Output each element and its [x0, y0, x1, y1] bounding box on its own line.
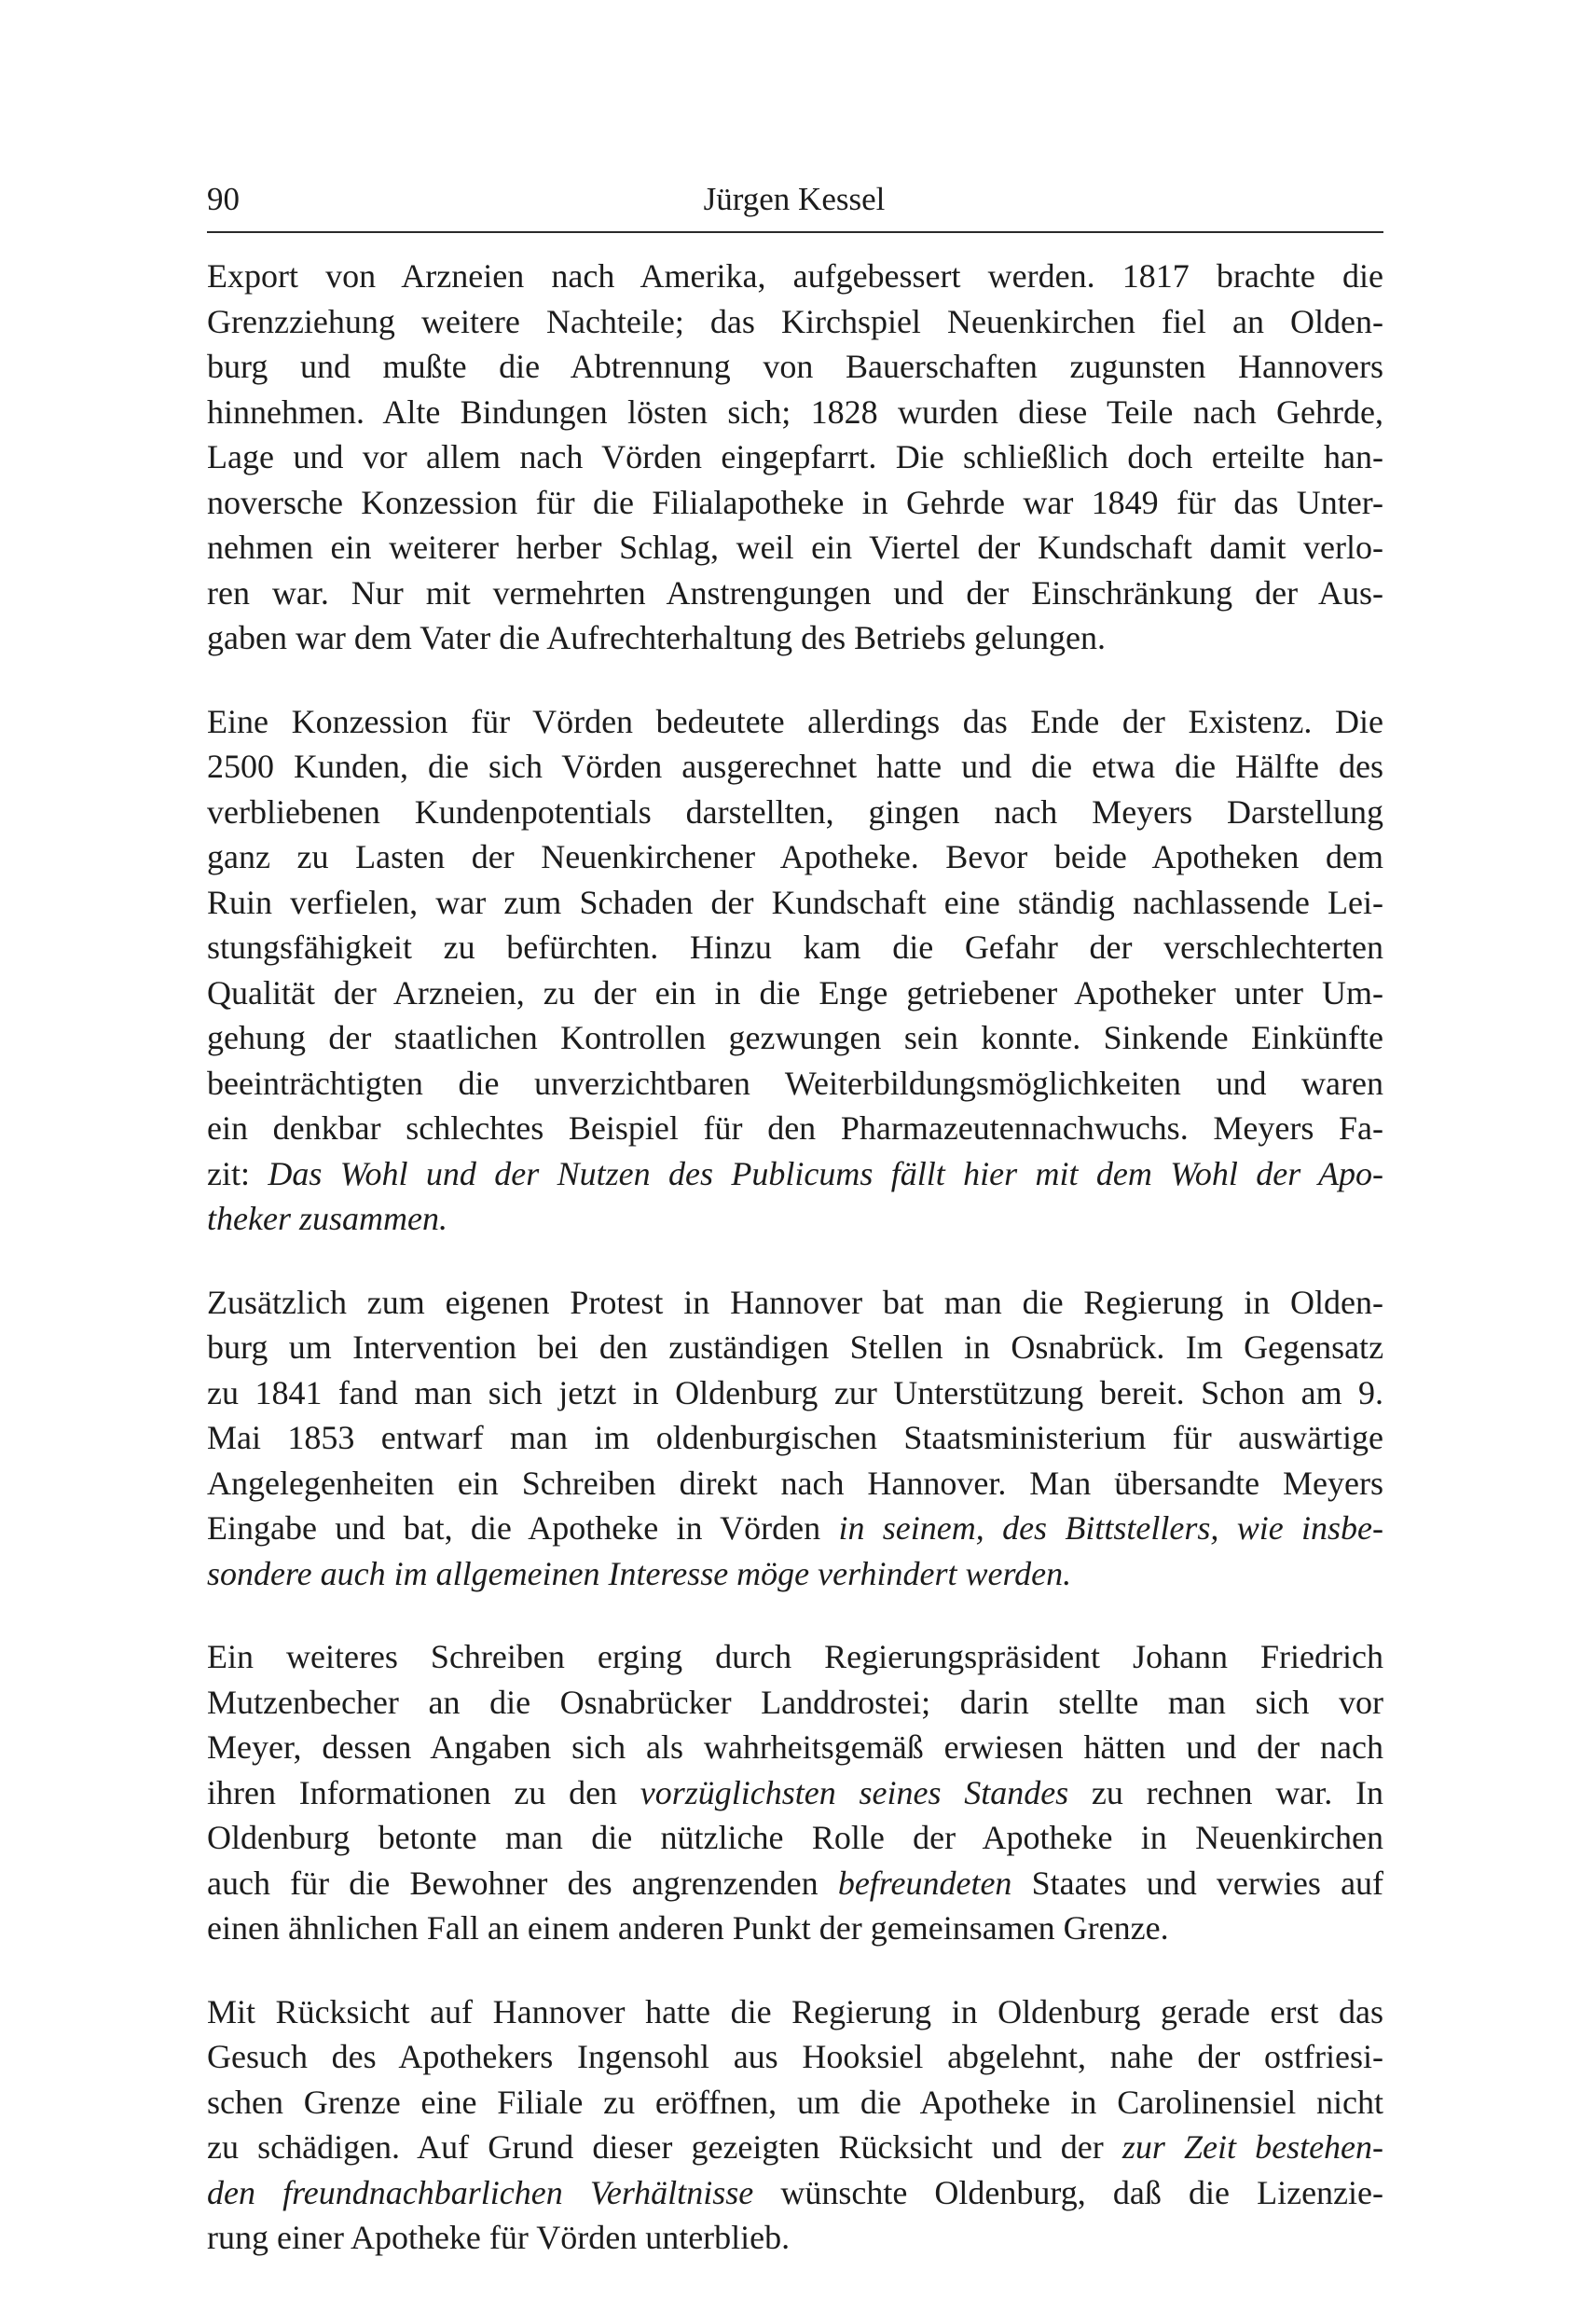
- text-line: [207, 1770, 1383, 1816]
- quote-italic: zur Zeit bestehen-: [1121, 2128, 1384, 2166]
- quote-italic: den freundnachbarlichen Verhältnisse: [207, 2173, 754, 2211]
- text-line: noversche Konzession für die Filialapotheke in Gehrde war 1849 für das Unter-: [207, 483, 1383, 521]
- text-run: ihren Informationen zu den: [207, 1773, 640, 1811]
- text-run: zu schädigen. Auf Grund dieser gezeigten Rücksicht und der: [207, 2128, 1122, 2166]
- paragraph-2: [207, 699, 1383, 1242]
- text-line: Mutzenbecher an die Osnabrücker Landdrostei; darin stellte man sich vor: [207, 1683, 1384, 1721]
- quote-italic: theker zusammen.: [207, 1200, 447, 1237]
- quote-italic: vorzüglichsten seines Standes: [640, 1773, 1069, 1811]
- text-line: [207, 1196, 1383, 1242]
- text-run: zit:: [207, 1154, 268, 1192]
- text-line: ganz zu Lasten der Neuenkirchener Apotheke. Bevor beide Apotheken dem: [207, 838, 1383, 875]
- text-line: zu 1841 fand man sich jetzt in Oldenburg zur Unterstützung bereit. Schon am 9.: [207, 1373, 1384, 1411]
- text-line: Eine Konzession für Vörden bedeutete allerdings das Ende der Existenz. Die: [207, 702, 1383, 740]
- text-line: ein denkbar schlechtes Beispiel für den Pharmazeutennachwuchs. Meyers Fa-: [207, 1109, 1383, 1147]
- text-line: Gesuch des Apothekers Ingensohl aus Hooksiel abgelehnt, nahe der ostfriesi-: [207, 2038, 1384, 2075]
- text-line: burg um Intervention bei den zuständigen Stellen in Osnabrück. Im Gegensatz: [207, 1328, 1384, 1366]
- text-line: Grenzziehung weitere Nachteile; das Kirchspiel Neuenkirchen fiel an Olden-: [207, 302, 1383, 340]
- text-line: rung einer Apotheke für Vörden unterblieb.: [207, 2219, 791, 2256]
- text-line: beeinträchtigten die unverzichtbaren Weiterbildungsmöglichkeiten und waren: [207, 1064, 1383, 1102]
- text-line: nehmen ein weiterer herber Schlag, weil ein Viertel der Kundschaft damit verlo-: [207, 529, 1383, 566]
- text-line: Mit Rücksicht auf Hannover hatte die Regierung in Oldenburg gerade erst das: [207, 1992, 1383, 2030]
- text-line: Qualität der Arzneien, zu der ein in die Enge getriebener Apotheker unter Um-: [207, 973, 1383, 1012]
- paragraph-5: [207, 1989, 1383, 2261]
- text-line: schen Grenze eine Filiale zu eröffnen, um die Apotheke in Carolinensiel nicht: [207, 2083, 1383, 2121]
- text-run: Eingabe und bat, die Apotheke in Vörden: [207, 1509, 839, 1547]
- text-line: Lage und vor allem nach Vörden eingepfarrt. Die schließlich doch erteilte han-: [207, 438, 1383, 475]
- text-line: Oldenburg betonte man die nützliche Rolle der Apotheke in Neuenkirchen: [207, 1819, 1383, 1856]
- header-rule: [207, 231, 1383, 233]
- text-run: zu rechnen war. In: [1068, 1773, 1383, 1811]
- text-line: stungsfähigkeit zu befürchten. Hinzu kam die Gefahr der verschlechterten: [207, 929, 1384, 966]
- text-run: auch für die Bewohner des angrenzenden: [207, 1864, 838, 1902]
- text-line: [207, 1506, 1383, 1551]
- quote-italic: in seinem, des Bittstellers, wie insbe-: [838, 1509, 1383, 1547]
- text-line: ren war. Nur mit vermehrten Anstrengungen und der Einschränkung der Aus-: [207, 573, 1384, 612]
- paragraph-1: [207, 254, 1383, 661]
- page-number: 90: [207, 181, 240, 217]
- text-line: gaben war dem Vater die Aufrechterhaltung des Betriebs gelungen.: [207, 619, 1107, 656]
- text-line: Mai 1853 entwarf man im oldenburgischen Staatsministerium für auswärtige: [207, 1419, 1383, 1456]
- text-line: Ruin verfielen, war zum Schaden der Kundschaft eine ständig nachlassende Lei-: [207, 883, 1383, 921]
- page-header: [207, 175, 1382, 224]
- text-line: 2500 Kunden, die sich Vörden ausgerechnet hatte und die etwa die Hälfte des: [207, 748, 1383, 785]
- text-line: [207, 2125, 1383, 2170]
- text-line: burg und mußte die Abtrennung von Bauerschaften zugunsten Hannovers: [207, 348, 1383, 385]
- text-line: Export von Arzneien nach Amerika, aufgebessert werden. 1817 brachte die: [207, 257, 1383, 295]
- text-line: Ein weiteres Schreiben erging durch Regierungspräsident Johann Friedrich: [207, 1638, 1383, 1675]
- body-text: [207, 254, 1383, 2299]
- paragraph-4: [207, 1634, 1383, 1951]
- text-line: [207, 2170, 1383, 2216]
- text-line: Meyer, dessen Angaben sich als wahrheitsgemäß erwiesen hätten und der nach: [207, 1728, 1383, 1766]
- running-head: Jürgen Kessel: [703, 181, 886, 217]
- text-run: Staates und verwies auf: [1011, 1864, 1384, 1902]
- text-line: hinnehmen. Alte Bindungen lösten sich; 1828 wurden diese Teile nach Gehrde,: [207, 392, 1383, 431]
- text-run: wünschte Oldenburg, daß die Lizenzie-: [753, 2173, 1384, 2211]
- text-line: Zusätzlich zum eigenen Protest in Hannover bat man die Regierung in Olden-: [207, 1283, 1384, 1321]
- text-line: [207, 1551, 1383, 1597]
- text-line: [207, 1861, 1383, 1906]
- text-line: verbliebenen Kundenpotentials darstellten, gingen nach Meyers Darstellung: [207, 792, 1384, 831]
- quote-italic: Das Wohl und der Nutzen des Publicums fällt hier mit dem Wohl der Apo-: [268, 1154, 1383, 1192]
- text-line: gehung der staatlichen Kontrollen gezwungen sein konnte. Sinkende Einkünfte: [207, 1019, 1383, 1056]
- quote-italic: sondere auch im allgemeinen Interesse möge verhindert werden.: [207, 1554, 1072, 1592]
- text-line: einen ähnlichen Fall an einem anderen Punkt der gemeinsamen Grenze.: [207, 1909, 1169, 1947]
- text-line: [207, 1151, 1383, 1197]
- paragraph-3: [207, 1280, 1383, 1597]
- text-line: Angelegenheiten ein Schreiben direkt nach Hannover. Man übersandte Meyers: [207, 1464, 1383, 1502]
- quote-italic: befreundeten: [837, 1864, 1012, 1902]
